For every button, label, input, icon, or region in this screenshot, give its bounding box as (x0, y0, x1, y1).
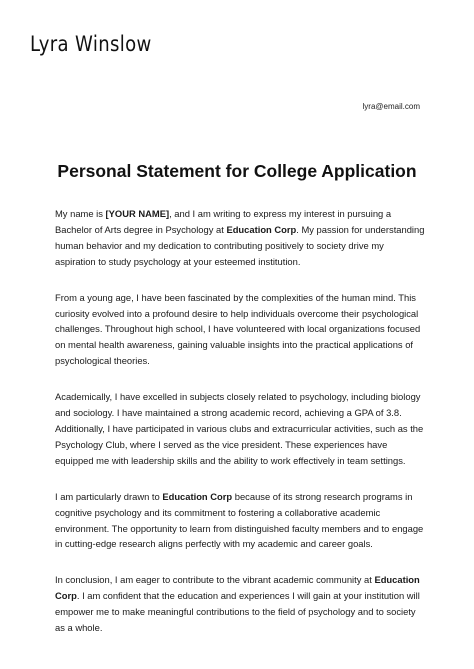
paragraph-text: In conclusion, I am eager to contribute to the vibrant academic community at (55, 574, 375, 586)
paragraph-text: , and I am writing to express my interest in pursuing a Bachelor of Arts degree in Psychology at (55, 208, 392, 235)
paragraph-background: From a young age, I have been fascinated by the complexities of the human mind. This curiosity evolved into a profound desire to help individuals overcome their psychological challenges. Throughout high school, I have volunteered with local organizations focused on mental health awareness, gaining valuable insights into the practical applications of psychological theories. (55, 291, 421, 367)
author-name: Lyra Winslow (30, 32, 152, 56)
paragraph-academics: Academically, I have excelled in subjects closely related to psychology, including biology and sociology. I have maintained a strong academic record, achieving a GPA of 3.8. Additionally, I have participated in various clubs and extracurricular activities, such as the Psychology Club, where I served as the vice president. These experiences have equipped me with leadership skills and the ability to work effectively in team settings. (55, 391, 424, 466)
paragraph-motivation (55, 489, 425, 553)
document-title: Personal Statement for College Application (57, 161, 417, 181)
paragraph-intro (55, 206, 425, 270)
paragraph-text: because of its strong research programs in cognitive psychology and its commitment to fostering a collaborative academic environment. The opportunity to learn from distinguished faculty members and to engage in cutting-edge research aligns perfectly with my academic and career goals. (55, 490, 424, 550)
paragraph-text: My name is (55, 208, 106, 219)
paragraph-text: I am particularly drawn to (55, 490, 163, 502)
institution-name: Education Corp (226, 223, 297, 235)
name-placeholder: [YOUR NAME] (105, 208, 170, 219)
paragraph-conclusion (55, 572, 425, 636)
institution-name: Education Corp (162, 490, 233, 502)
institution-name: Education Corp (55, 574, 420, 602)
author-email: lyra@email.com (362, 102, 420, 111)
paragraph-text: . My passion for understanding human behavior and my dedication to contributing positively to society drive my aspiration to study psychology at your esteemed institution. (55, 223, 425, 267)
paragraph-text: . I am confident that the education and experiences I will gain at your institution will empower me to make meaningful contributions to the field of psychology and to society as a whole. (55, 590, 420, 634)
statement-body (55, 206, 425, 656)
